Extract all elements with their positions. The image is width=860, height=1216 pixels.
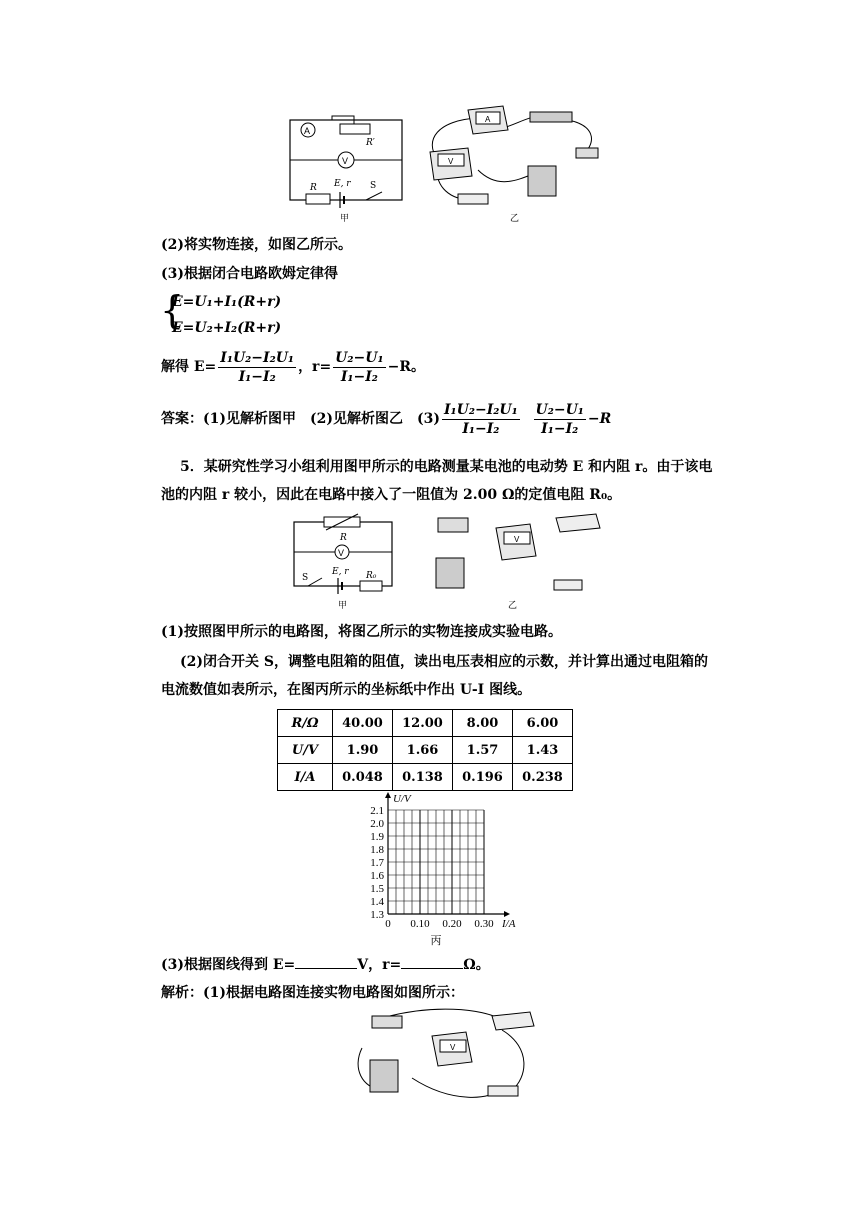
table-row (278, 737, 573, 764)
table-cell: 0.138 (393, 764, 453, 791)
question-5-line-1: 5．某研究性学习小组利用图甲所示的电路测量某电池的电动势 E 和内阻 r。由于该电 (180, 459, 713, 475)
equation-2: E=U₂+I₂(R+r) (172, 320, 282, 336)
x-axis-arrow (504, 911, 510, 917)
fraction-r-numerator: U₂−U₁ (335, 349, 384, 366)
y-axis-arrow (385, 792, 391, 798)
question-5-part-3 (161, 954, 490, 975)
svg-text:V: V (448, 157, 454, 166)
y-tick-label: 1.7 (370, 857, 384, 869)
fraction-E-denominator: I₁−I₂ (238, 368, 276, 385)
circuit-diagram-1 (284, 112, 410, 224)
part-3-tail: Ω。 (463, 957, 490, 973)
part-3-prefix: (3)根据图线得到 E= (161, 957, 296, 973)
y-axis-label: U/V (393, 793, 411, 805)
table-cell: 12.00 (393, 710, 453, 737)
y-tick-label: 1.8 (370, 844, 384, 856)
answer-fraction-1-numerator: I₁U₂−I₂U₁ (443, 401, 518, 418)
x-axis-label: I/A (502, 918, 516, 930)
fraction-r-denominator: I₁−I₂ (340, 368, 378, 385)
voltmeter-label: V (342, 156, 349, 166)
step-3-text: (3)根据闭合电路欧姆定律得 (161, 266, 338, 282)
voltmeter-label-2: V (338, 548, 345, 558)
fixed-resistor-label: R₀ (366, 571, 377, 581)
svg-text:V: V (450, 1043, 456, 1052)
question-5-line-2: 池的内阻 r 较小，因此在电路中接入了一阻值为 2.00 Ω的定值电阻 R₀。 (161, 487, 622, 503)
table-cell: 6.00 (513, 710, 573, 737)
table-cell: R/Ω (278, 710, 333, 737)
table-cell: I/A (278, 764, 333, 791)
resistor-box-label: R (340, 533, 347, 543)
rheostat-label: R′ (366, 138, 375, 148)
x-tick-label: 0.10 (410, 918, 430, 930)
circuit-diagram-2 (288, 512, 398, 612)
answer-blank-r[interactable] (401, 954, 463, 969)
step-2-text: (2)将实物连接，如图乙所示。 (161, 237, 352, 253)
table-row (278, 764, 573, 791)
apparatus-photo-1 (418, 100, 608, 224)
x-tick-label: 0.20 (442, 918, 462, 930)
y-tick-label: 1.5 (370, 883, 384, 895)
table-cell: 0.238 (513, 764, 573, 791)
table-cell: 0.196 (453, 764, 513, 791)
question-5-part-2-line-1: (2)闭合开关 S，调整电阻箱的阻值，读出电压表相应的示数，并计算出通过电阻箱的 (180, 654, 708, 670)
answer-fraction-2-numerator: U₂−U₁ (535, 401, 584, 418)
solve-line (161, 348, 425, 386)
solve-tail: −R。 (387, 359, 425, 375)
analysis-text: 解析：(1)根据电路图连接实物电路图如图所示： (161, 985, 464, 1001)
solve-prefix: 解得 E= (161, 359, 217, 375)
solve-mid: ，r= (298, 359, 332, 375)
table-cell: 1.90 (333, 737, 393, 764)
apparatus-photo-2 (428, 506, 608, 614)
part-3-mid: V，r= (357, 957, 402, 973)
y-tick-label: 2.0 (370, 818, 384, 830)
battery-label-2: E, r (332, 567, 349, 577)
answer-prefix: 答案：(1)见解析图甲 (2)见解析图乙 (3) (161, 411, 440, 427)
equation-1: E=U₁+I₁(R+r) (172, 294, 282, 310)
table-cell: 0.048 (333, 764, 393, 791)
ui-graph-paper (350, 790, 530, 950)
table-cell: 1.43 (513, 737, 573, 764)
caption-yi-1: 乙 (510, 214, 520, 224)
y-tick-label: 1.3 (370, 909, 384, 921)
svg-text:A: A (485, 115, 491, 124)
table-cell: 1.66 (393, 737, 453, 764)
table-cell: 40.00 (333, 710, 393, 737)
question-5-part-1: (1)按照图甲所示的电路图，将图乙所示的实物连接成实验电路。 (161, 624, 562, 640)
answer-line (161, 400, 611, 438)
y-tick-label: 1.4 (370, 896, 384, 908)
equation-brace: { (160, 288, 185, 332)
table-row (278, 710, 573, 737)
svg-text:V: V (514, 535, 520, 544)
chart-caption: 丙 (430, 935, 442, 947)
table-cell: 8.00 (453, 710, 513, 737)
table-cell: 1.57 (453, 737, 513, 764)
switch-label-2: S (302, 573, 309, 583)
x-tick-label: 0 (385, 918, 391, 930)
answer-tail: −R (587, 411, 612, 427)
fraction-E-numerator: I₁U₂−I₂U₁ (220, 349, 295, 366)
fraction-E (218, 349, 296, 386)
fraction-r (333, 349, 385, 386)
table-cell: U/V (278, 737, 333, 764)
caption-yi-2: 乙 (508, 601, 518, 611)
question-5-part-2-line-2: 电流数值如表所示，在图丙所示的坐标纸中作出 U-I 图线。 (161, 682, 532, 698)
answer-fraction-2-denominator: I₁−I₂ (541, 420, 579, 437)
ammeter-label: A (304, 126, 311, 136)
answer-fraction-1-denominator: I₁−I₂ (462, 420, 500, 437)
answer-blank-E[interactable] (295, 954, 357, 969)
answer-fraction-1 (442, 401, 520, 438)
answer-fraction-2 (534, 401, 586, 438)
caption-jia-2: 甲 (338, 601, 348, 611)
apparatus-photo-answer (352, 1008, 542, 1103)
caption-jia-1: 甲 (340, 214, 350, 224)
data-table (277, 709, 573, 791)
y-tick-label: 2.1 (370, 805, 384, 817)
battery-label: E, r (334, 179, 351, 189)
resistor-label: R (310, 183, 317, 193)
x-tick-label: 0.30 (474, 918, 494, 930)
y-tick-label: 1.9 (370, 831, 384, 843)
switch-label: S (370, 181, 377, 191)
y-tick-label: 1.6 (370, 870, 384, 882)
